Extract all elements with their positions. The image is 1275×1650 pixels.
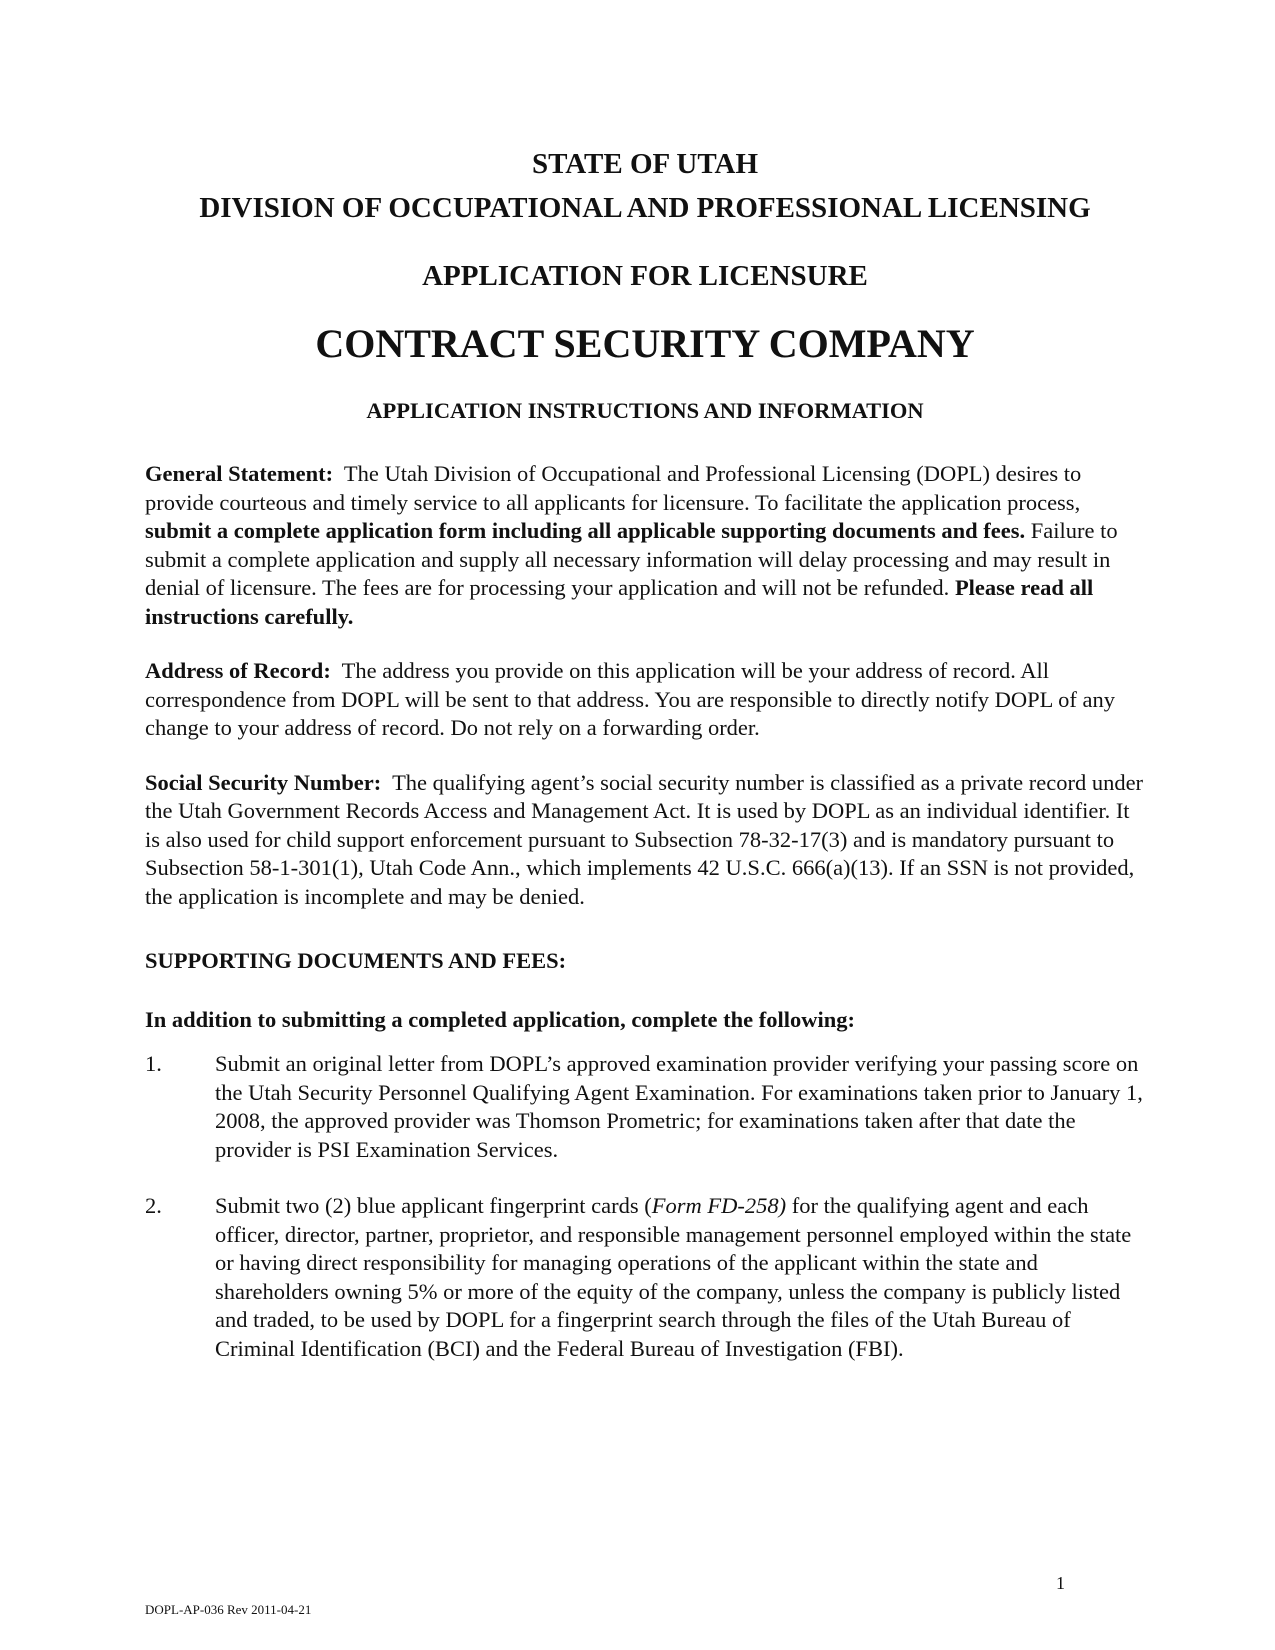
document-header [145,142,1145,426]
address-of-record-paragraph [145,657,1145,743]
state-title: STATE OF UTAH [531,148,759,180]
list-item-text [215,1192,1145,1363]
license-type-title: CONTRACT SECURITY COMPANY [315,321,975,366]
social-security-label: Social Security Number: [145,769,382,795]
list-item-number: 2. [145,1193,162,1218]
list-item [145,1050,1145,1164]
list-item-text-before: Submit two (2) blue applicant fingerprint cards ( [215,1193,652,1218]
supporting-documents-subheading: In addition to submitting a completed application, complete the following: [145,1006,856,1032]
general-statement-text-2: Failure to submit a complete application and supply all necessary information will delay processing and may result in denial of licensure. The fees are for processing your application and will not be refunded. [145,518,1118,600]
address-of-record-label: Address of Record: [145,658,331,683]
application-title: APPLICATION FOR LICENSURE [422,260,868,292]
form-reference: Form FD-258) [651,1193,787,1218]
address-of-record-text: The address you provide on this application will be your address of record. All correspondence from DOPL will be sent to that address. You are responsible to directly notify DOPL of any change to your address of record. Do not rely on a forwarding order. [145,658,1116,740]
supporting-documents-heading: SUPPORTING DOCUMENTS AND FEES: [145,948,567,973]
general-statement-paragraph [145,460,1145,631]
division-title: DIVISION OF OCCUPATIONAL AND PROFESSIONAL LICENSING [199,192,1091,224]
list-item-text: Submit an original letter from DOPL’s approved examination provider verifying your passing score on the Utah Security Personnel Qualifying Agent Examination. For examinations taken prior to January 1, 2008, the approved provider was Thomson Prometric; for examinations taken after that date the provider is PSI Examination Services. [215,1051,1143,1162]
general-statement-label: General Statement: [145,461,334,486]
general-statement-bold-2: Please read all instructions carefully. [145,575,1094,629]
list-item-text-after: for the qualifying agent and each officer, director, partner, proprietor, and responsible management personnel employed within the state or having direct responsibility for managing operations of the applicant within the state and shareholders owning 5% or more of the equity of the company, unless the company is publicly listed and traded, to be used by DOPL for a fingerprint search through the files of the Utah Bureau of Criminal Identification (BCI) and the Federal Bureau of Investigation (FBI). [215,1193,1132,1361]
general-statement-text-1: The Utah Division of Occupational and Professional Licensing (DOPL) desires to provide courteous and timely service to all applicants for licensure. To facilitate the application process, [145,461,1082,515]
instructions-title: APPLICATION INSTRUCTIONS AND INFORMATION [366,398,924,423]
list-item [145,1192,1145,1363]
document-body [145,142,1145,1363]
general-statement-bold-1: submit a complete application form including all applicable supporting documents and fees. [145,518,1026,543]
list-item-number: 1. [145,1051,162,1076]
page-number: 1 [1056,1573,1065,1593]
social-security-text: The qualifying agent’s social security number is classified as a private record under the Utah Government Records Access and Management Act. It is used by DOPL as an individual identifier. It is also used for child support enforcement pursuant to Subsection 78-32-17(3) and is mandatory pursuant to Subsection 58-1-301(1), Utah Code Ann., which implements 42 U.S.C. 666(a)(13). If an SSN is not provided, the application is incomplete and may be denied. [145,769,1144,909]
form-code: DOPL-AP-036 Rev 2011-04-21 [145,1602,312,1617]
social-security-paragraph [145,769,1145,912]
